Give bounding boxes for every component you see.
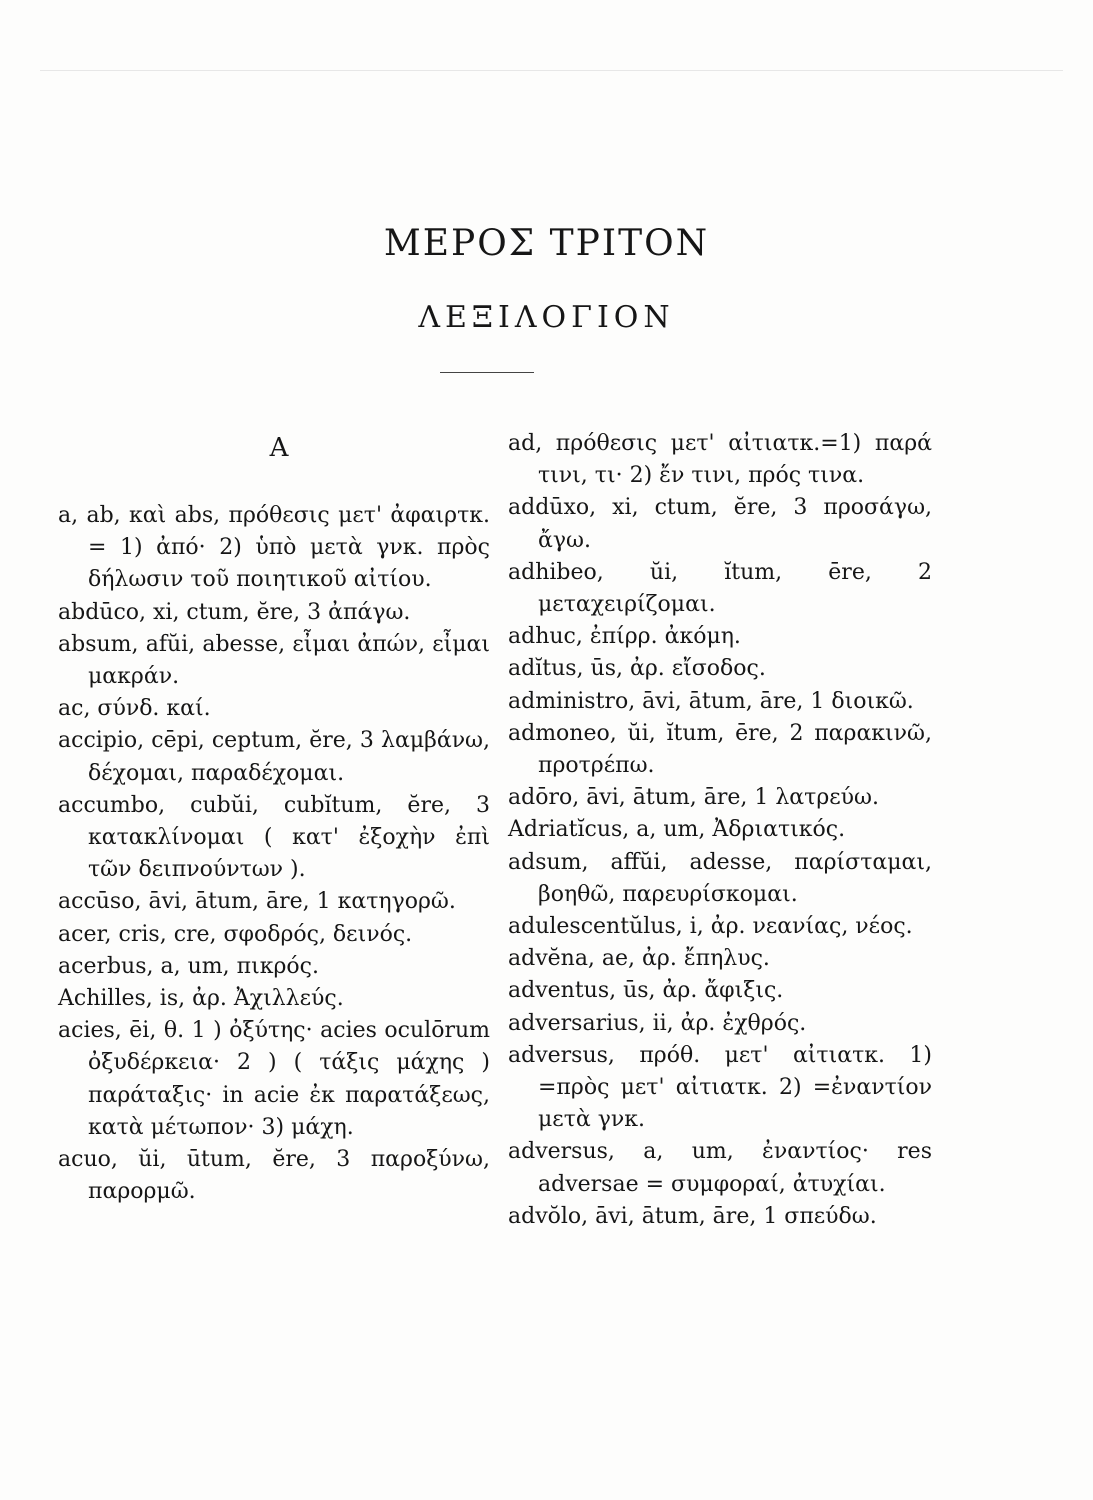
section-letter: A [269,433,289,463]
dictionary-entry: adventus, ūs, ἀρ. ἄφιξις. [508,978,784,1004]
dictionary-entry: adversus, a, um, ἐναντίος· res adversae = συμφοραί, ἀτυχίαι. [508,1139,932,1197]
dictionary-entry: adhibeo, ŭi, ĭtum, ēre, 2 μεταχειρίζομαι. [508,559,932,618]
dictionary-entry: a, ab, καὶ abs, πρόθεσις μετ' ἀφαιρτκ. = 1) ἀπό· 2) ὑπὸ μετὰ γνκ. πρὸς δήλωσιν τοῦ ποιητικοῦ αἰτίου. [58,503,490,593]
top-margin-rule [40,70,1063,71]
dictionary-entry: addūxo, xi, ctum, ĕre, 3 προσάγω, ἄγω. [508,495,932,553]
dictionary-entry: acies, ēi, θ. 1 ) ὀξύτης· acies oculōrum ὀξυδέρκεια· 2 ) ( τάξις μάχης ) παράταξις· in acie ἐκ παρατάξεως, κατὰ μέτωπον· 3) μάχη. [58,1018,490,1140]
dictionary-entry: Achilles, is, ἀρ. Ἀχιλλεύς. [58,986,344,1012]
dictionary-entry: adōro, āvi, ātum, āre, 1 λατρεύω. [508,785,879,811]
dictionary-entry: accipio, cēpi, ceptum, ĕre, 3 λαμβάνω, δέχομαι, παραδέχομαι. [58,728,490,786]
dictionary-entry: adhuc, ἐπίρρ. ἀκόμη. [508,624,741,650]
page-subtitle: ΛΕΞΙΛΟΓΙΟΝ [418,300,675,335]
dictionary-entry: advĕna, ae, ἀρ. ἔπηλυς. [508,946,770,972]
dictionary-entry: adulescentŭlus, i, ἀρ. νεανίας, νέος. [508,914,913,940]
dictionary-entry: adsum, affŭi, adesse, παρίσταμαι, βοηθῶ, παρευρίσκομαι. [508,849,932,907]
dictionary-entry: advŏlo, āvi, ātum, āre, 1 σπεύδω. [508,1203,877,1229]
left-column [58,428,490,1208]
dictionary-entry: ac, σύνδ. καί. [58,696,211,722]
dictionary-entry: administro, āvi, ātum, āre, 1 διοικῶ. [508,688,914,714]
dictionary-entry: absum, afŭi, abesse, εἶμαι ἀπών, εἶμαι μακράν. [58,631,490,690]
dictionary-entry: acer, cris, cre, σφοδρός, δεινός. [58,921,413,947]
dictionary-entry: adversus, πρόθ. μετ' αἰτιατκ. 1) =πρὸς μετ' αἰτιατκ. 2) =ἐναντίον μετὰ γνκ. [508,1042,932,1133]
dictionary-entry: admoneo, ŭi, ĭtum, ēre, 2 παρακινῶ, προτρέπω. [508,720,932,779]
dictionary-entry: acuo, ŭi, ūtum, ĕre, 3 παροξύνω, παρορμῶ. [58,1147,490,1205]
dictionary-entry: Adriatĭcus, a, um, Ἀδριατικός. [508,817,846,843]
page-title: ΜΕΡΟΣ ΤΡΙΤΟΝ [383,223,710,264]
dictionary-entry: accumbo, cubŭi, cubĭtum, ĕre, 3 κατακλίνομαι ( κατ' ἐξοχὴν ἐπὶ τῶν δειπνούντων ). [58,792,490,883]
dictionary-entry: abdūco, xi, ctum, ĕre, 3 ἀπάγω. [58,599,411,625]
dictionary-entry: accūso, āvi, ātum, āre, 1 κατηγορῶ. [58,889,456,915]
dictionary-entry: adversarius, ii, ἀρ. ἐχθρός. [508,1010,807,1036]
dictionary-entry: adĭtus, ūs, ἀρ. εἴσοδος. [508,656,766,682]
right-column [508,428,932,1233]
dictionary-entry: ad, πρόθεσις μετ' αἰτιατκ.=1) παρά τινι, τι· 2) ἔν τινι, πρός τινα. [508,431,932,489]
title-divider [440,372,534,373]
dictionary-entry: acerbus, a, um, πικρός. [58,953,319,979]
